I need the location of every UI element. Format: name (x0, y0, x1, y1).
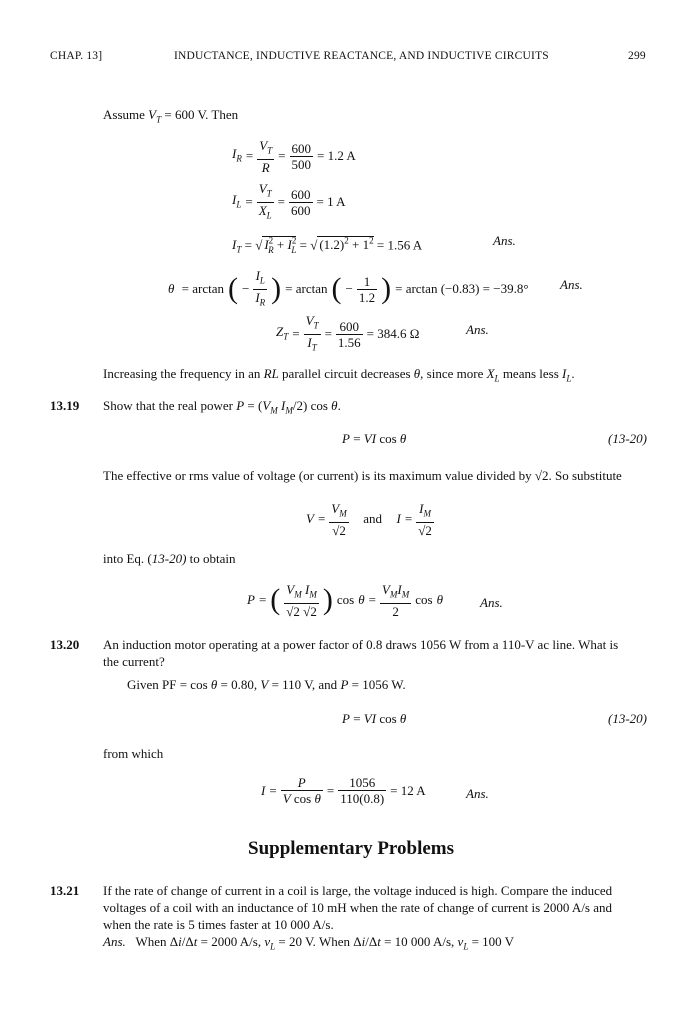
problem-1320-from-which: from which (103, 746, 164, 761)
section-title: Supplementary Problems (248, 838, 455, 859)
problem-1321-line3: when the rate is 5 times faster at 10 000 A/s. (103, 917, 334, 932)
problem-1321-line2: voltages of a coil with an inductance of 10 mH when the rate of change of current is 2000 A/s and (103, 900, 613, 915)
problem-1320-statement-line2: the current? (103, 654, 165, 669)
equation-il: $I_L$ = $\frac{V_T}{X_L}$ = $\frac{600}{600}$ = 1 A (232, 181, 346, 221)
problem-1320-statement-line1: An induction motor operating at a power factor of 0.8 draws 1056 W from a 110-V ac line. What is (103, 637, 619, 652)
ans-label-1321: Ans. (103, 934, 126, 949)
eq-ref-1320: (13-20) (608, 711, 647, 726)
problem-1320-given: Given PF = cos θ = 0.80, V = 110 V, and P = 1056 W. (127, 677, 406, 692)
eq-ref-1319: (13-20) (608, 431, 647, 446)
page-number: 299 (628, 50, 646, 62)
problem-1319-statement: Show that the real power $P = (V_M$ $I_M/2$) cos θ. (103, 398, 341, 416)
problem-number-1319: 13.19 (50, 398, 80, 413)
problem-number-1320: 13.20 (50, 637, 80, 652)
ans-label-1319: Ans. (480, 595, 503, 610)
note-text: Increasing the frequency in an RL parallel circuit decreases θ, since more $X_L$ means less $I_L$. (103, 366, 575, 384)
problem-1319-text2: into Eq. (13-20) to obtain (103, 551, 236, 566)
equation-substitution: V = $\frac{V_M}{√2}$ and I = $\frac{I_M}{√2}$ (306, 501, 432, 538)
equation-theta: θ = arctan ( − $\frac{I_L}{I_R}$ ) = arctan ( − $\frac{1}{1.2}$ ) = arctan (−0.83) = −39.8° (168, 268, 529, 308)
equation-result-1320: I = $\frac{P}{\text{V cos θ}}$ = $\frac{1056}{110(0.8)}$ = 12 A (261, 775, 426, 806)
equation-it: $I_T$ = √ $I^2_R + I^2_L$ = √ $(1.2)^2 + 1^2 = 1.56$ A (232, 236, 423, 255)
equation-result-1319: P = ( $\frac{V_M I_M}{√2 √2}$ ) cos θ = $\frac{V_MI_M}{2}$ cos θ (247, 582, 443, 619)
running-header-title: INDUCTANCE, INDUCTIVE REACTANCE, AND INDUCTIVE CIRCUITS (174, 50, 549, 62)
equation-power-1320: P = VI cos θ (342, 711, 407, 726)
intro-text: Assume $V_T = 600$ V. Then (103, 107, 239, 125)
running-header-chapter: CHAP. 13] (50, 50, 103, 62)
problem-1321-line1: If the rate of change of current in a coil is large, the voltage induced is high. Compare the induced (103, 883, 613, 898)
equation-ir: $I_R$ = $\frac{V_T}{R}$ = $\frac{600}{500}$ = 1.2 A (232, 138, 356, 175)
equation-power-1319: P = VI cos θ (342, 431, 407, 446)
ans-label-theta: Ans. (560, 277, 583, 292)
problem-1319-text1: The effective or rms value of voltage (or current) is its maximum value divided by √2. So substitute (103, 468, 622, 483)
problem-number-1321: 13.21 (50, 883, 80, 898)
problem-1321-answer: Ans. When Δi/Δt = 2000 A/s, $v_L = 20$ V. When Δi/Δt = 10 000 A/s, $v_L = 100$ V (103, 934, 515, 952)
equation-zt: $Z_T$ = $\frac{V_T}{I_T}$ = $\frac{600}{1.56}$ = 384.6 Ω (276, 313, 420, 353)
ans-label-zt: Ans. (466, 322, 489, 337)
ans-label-it: Ans. (493, 233, 516, 248)
ans-label-1320: Ans. (466, 786, 489, 801)
